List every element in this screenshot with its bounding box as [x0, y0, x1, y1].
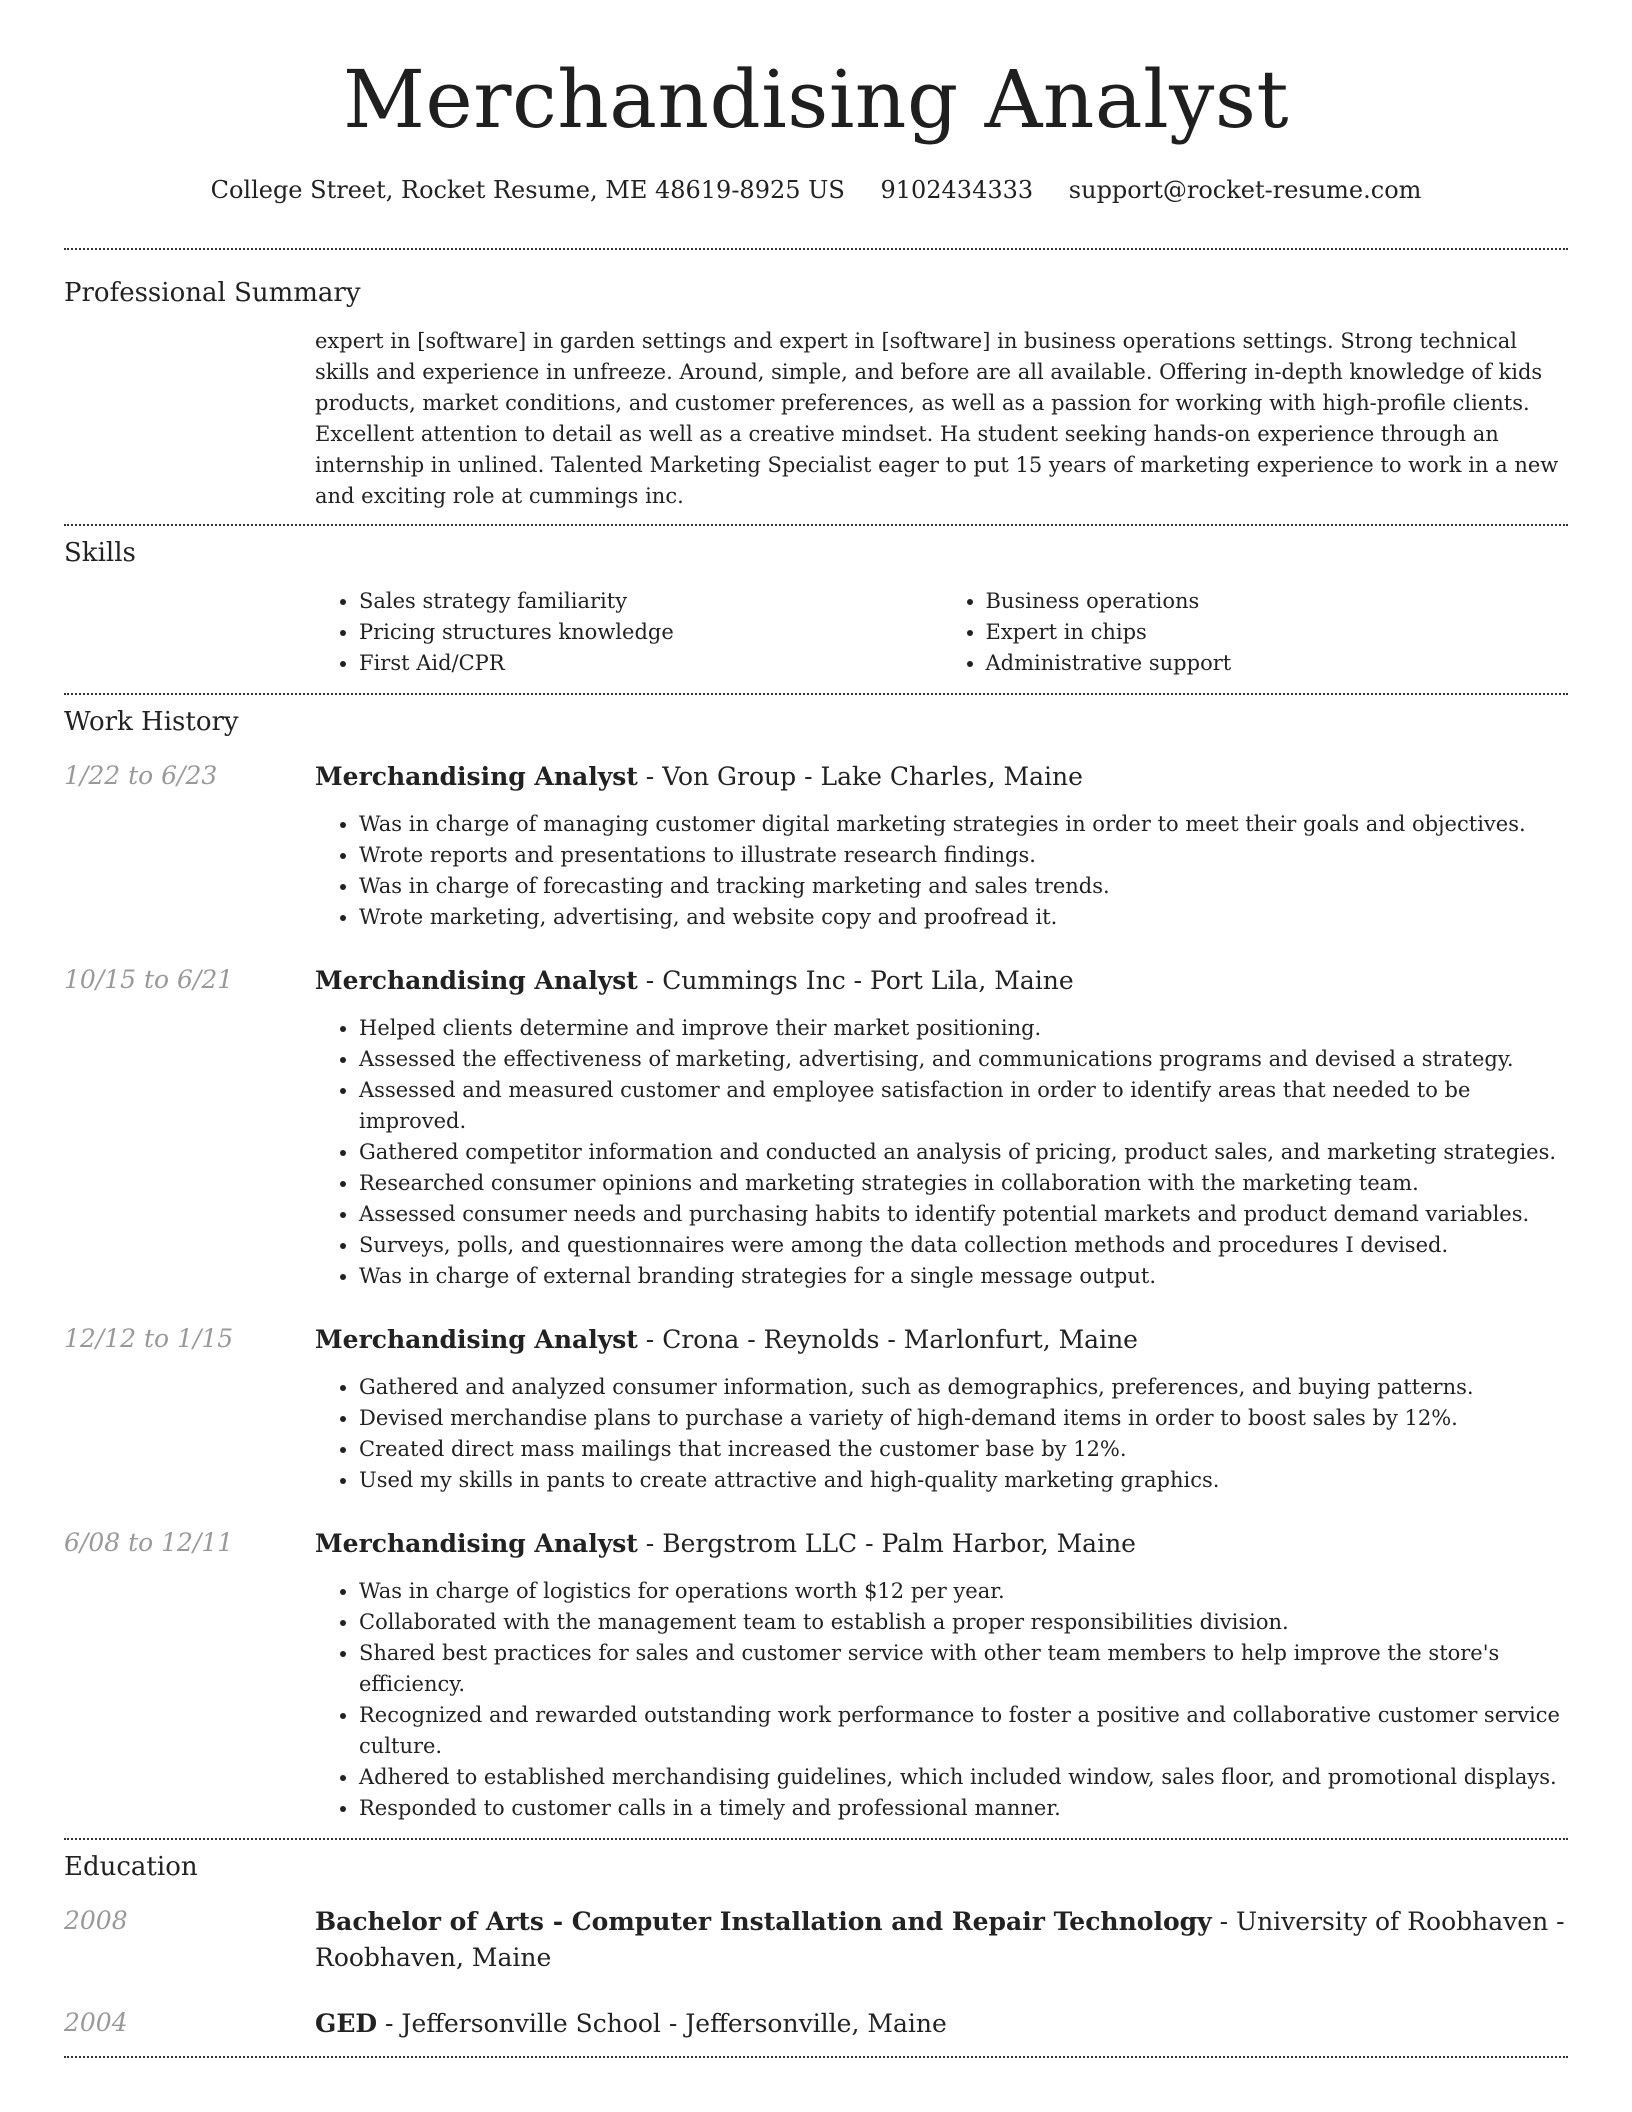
job-heading	[315, 963, 1568, 999]
summary-text: expert in [software] in garden settings and expert in [software] in business operations settings. Strong technical skills and experience in unfreeze. Around, simple, and before are all available. Offering in-depth knowledge of kids products, market conditions, and customer preferences, as well as a passion for working with high-profile clients. Excellent attention to detail as well as a creative mindset. Ha student seeking hands-on experience through an internship in unlined. Talented Marketing Specialist eager to put 15 years of marketing experience to work in a new and exciting role at cummings inc.	[315, 329, 1559, 508]
job-bullet: • Wrote reports and presentations to illustrate research findings.	[359, 840, 1568, 871]
job-role: Merchandising Analyst	[315, 966, 638, 995]
education-school: - University of Roobhaven - Roobhaven, Maine	[315, 1907, 1565, 1972]
job-role: Merchandising Analyst	[315, 762, 638, 791]
job-bullet: • Gathered and analyzed consumer information, such as demographics, preferences, and buying patterns.	[359, 1372, 1568, 1403]
education-school: - Jeffersonville School - Jeffersonville, Maine	[377, 2009, 947, 2038]
job-entry	[64, 1322, 1568, 1496]
job-dates: 1/22 to 6/23	[64, 761, 218, 790]
job-company: - Bergstrom LLC - Palm Harbor, Maine	[637, 1529, 1136, 1558]
education-entry	[64, 1904, 1568, 1976]
job-company: - Von Group - Lake Charles, Maine	[637, 762, 1083, 791]
skill-item: • Administrative support	[986, 648, 1569, 679]
job-bullet: • Shared best practices for sales and customer service with other team members to help improve the store's efficiency.	[359, 1638, 1568, 1700]
section-title-work: Work History	[64, 707, 239, 737]
job-bullet: • Adhered to established merchandising guidelines, which included window, sales floor, and promotional displays.	[359, 1762, 1568, 1793]
education-degree: Bachelor of Arts - Computer Installation and Repair Technology	[315, 1907, 1212, 1936]
job-bullets	[315, 809, 1568, 933]
education-entry	[64, 2006, 1568, 2042]
skills-column-left	[315, 586, 942, 679]
job-role: Merchandising Analyst	[315, 1325, 638, 1354]
job-role: Merchandising Analyst	[315, 1529, 638, 1558]
job-bullet: • Wrote marketing, advertising, and website copy and proofread it.	[359, 902, 1568, 933]
contact-phone: 9102434333	[880, 176, 1034, 204]
job-company: - Crona - Reynolds - Marlonfurt, Maine	[637, 1325, 1138, 1354]
job-bullet: • Assessed consumer needs and purchasing habits to identify potential markets and product demand variables.	[359, 1199, 1568, 1230]
job-bullet: • Recognized and rewarded outstanding work performance to foster a positive and collaborative customer service culture.	[359, 1700, 1568, 1762]
job-bullets	[315, 1013, 1568, 1292]
education-section	[64, 1840, 1568, 2056]
job-dates: 12/12 to 1/15	[64, 1324, 234, 1353]
job-bullet: • Created direct mass mailings that increased the customer base by 12%.	[359, 1434, 1568, 1465]
summary-section	[64, 250, 1568, 524]
job-bullet: • Was in charge of managing customer digital marketing strategies in order to meet their goals and objectives.	[359, 809, 1568, 840]
job-bullets	[315, 1576, 1568, 1824]
divider	[64, 2056, 1568, 2058]
job-heading	[315, 1526, 1568, 1562]
education-degree: GED	[315, 2009, 378, 2038]
job-bullet: • Researched consumer opinions and marketing strategies in collaboration with the marketing team.	[359, 1168, 1568, 1199]
job-heading	[315, 1322, 1568, 1358]
job-bullet: • Was in charge of forecasting and tracking marketing and sales trends.	[359, 871, 1568, 902]
skill-item: • First Aid/CPR	[359, 648, 942, 679]
candidate-name: Merchandising Analyst	[342, 53, 1290, 146]
contact-address: College Street, Rocket Resume, ME 48619-8925 US	[210, 176, 845, 204]
skills-section	[64, 526, 1568, 693]
job-entry	[64, 759, 1568, 933]
job-entry	[64, 963, 1568, 1292]
job-bullet: • Used my skills in pants to create attractive and high-quality marketing graphics.	[359, 1465, 1568, 1496]
section-title-education: Education	[64, 1852, 198, 1882]
skills-columns	[315, 586, 1568, 679]
job-dates: 10/15 to 6/21	[64, 965, 234, 994]
work-section	[64, 695, 1568, 1838]
job-bullet: • Was in charge of external branding strategies for a single message output.	[359, 1261, 1568, 1292]
job-bullet: • Gathered competitor information and conducted an analysis of pricing, product sales, and marketing strategies.	[359, 1137, 1568, 1168]
job-dates: 6/08 to 12/11	[64, 1528, 234, 1557]
job-bullet: • Helped clients determine and improve their market positioning.	[359, 1013, 1568, 1044]
job-entry	[64, 1526, 1568, 1824]
skills-column-right	[942, 586, 1569, 679]
job-bullet: • Responded to customer calls in a timely and professional manner.	[359, 1793, 1568, 1824]
education-heading	[315, 2006, 1568, 2042]
contact-email: support@rocket-resume.com	[1068, 176, 1422, 204]
section-title-skills: Skills	[64, 538, 136, 568]
job-bullet: • Devised merchandise plans to purchase a variety of high-demand items in order to boost sales by 12%.	[359, 1403, 1568, 1434]
job-bullet: • Collaborated with the management team to establish a proper responsibilities division.	[359, 1607, 1568, 1638]
skill-item: • Pricing structures knowledge	[359, 617, 942, 648]
job-heading	[315, 759, 1568, 795]
resume-header	[64, 0, 1568, 206]
education-year: 2004	[64, 2008, 128, 2037]
contact-line	[64, 174, 1568, 206]
education-year: 2008	[64, 1906, 128, 1935]
job-bullets	[315, 1372, 1568, 1496]
skill-item: • Business operations	[986, 586, 1569, 617]
education-heading	[315, 1904, 1568, 1976]
job-company: - Cummings Inc - Port Lila, Maine	[637, 966, 1074, 995]
section-title-summary: Professional Summary	[64, 278, 361, 308]
skill-item: • Expert in chips	[986, 617, 1569, 648]
skill-item: • Sales strategy familiarity	[359, 586, 942, 617]
job-bullet: • Was in charge of logistics for operations worth $12 per year.	[359, 1576, 1568, 1607]
job-bullet: • Assessed the effectiveness of marketing, advertising, and communications programs and devised a strategy.	[359, 1044, 1568, 1075]
job-bullet: • Surveys, polls, and questionnaires were among the data collection methods and procedures I devised.	[359, 1230, 1568, 1261]
job-bullet: • Assessed and measured customer and employee satisfaction in order to identify areas that needed to be improved.	[359, 1075, 1568, 1137]
